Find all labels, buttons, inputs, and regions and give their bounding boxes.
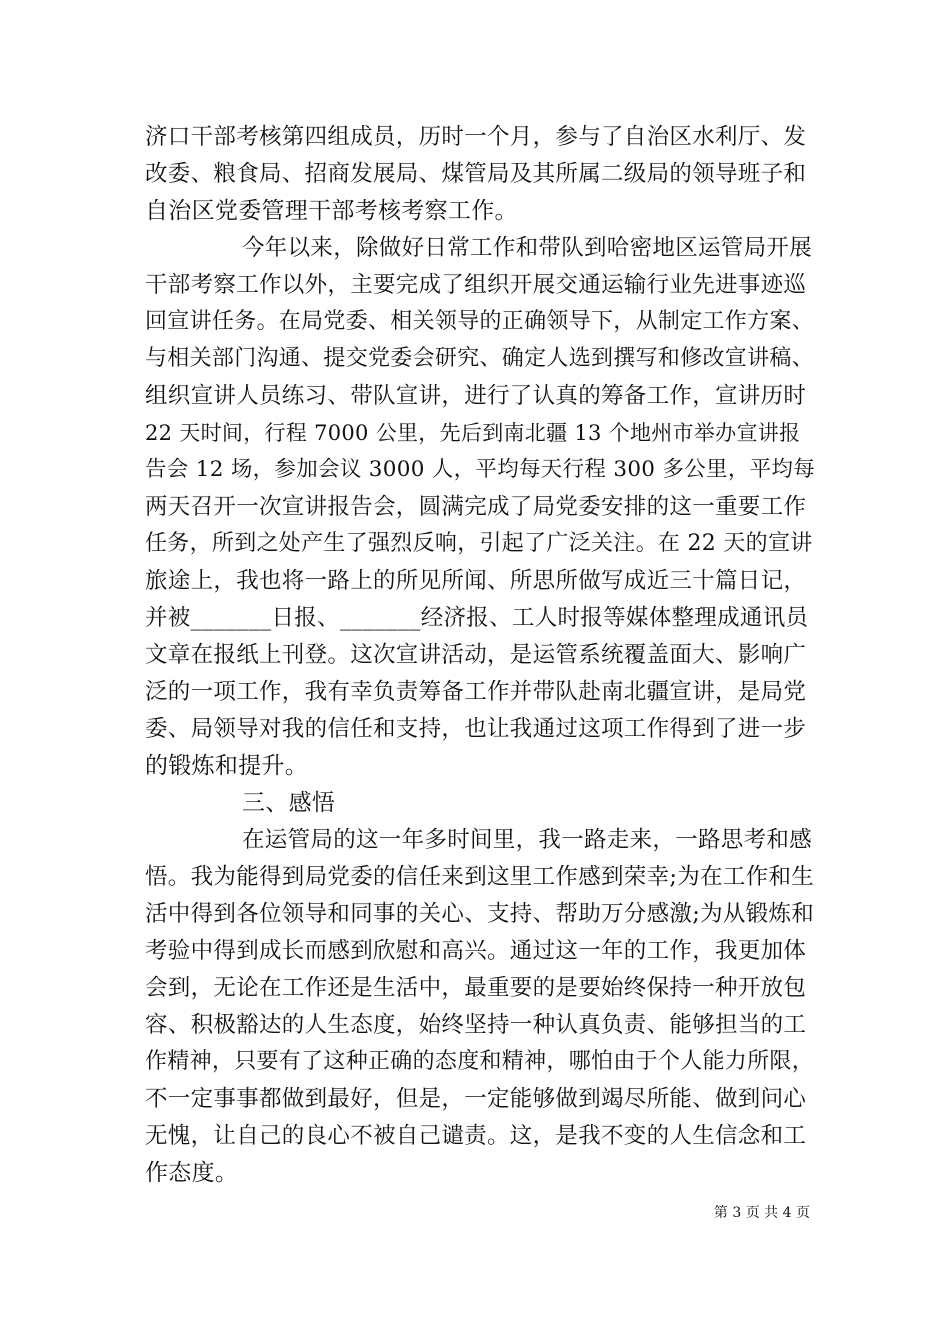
body-text-line: 作精神，只要有了这种正确的态度和精神，哪怕由于个人能力所限， bbox=[145, 1049, 815, 1074]
section-heading: 三、感悟 bbox=[242, 790, 336, 816]
body-text-line: 作态度。 bbox=[145, 1160, 239, 1186]
body-text-line: 22 天时间，行程 7000 公里，先后到南北疆 13 个地州市举办宣讲报 bbox=[145, 421, 801, 445]
body-text-line: 自治区党委管理干部考核考察工作。 bbox=[145, 198, 518, 224]
body-text-line: 无愧，让自己的良心不被自己谴责。这，是我不变的人生信念和工 bbox=[145, 1123, 807, 1149]
body-text-line: 任务，所到之处产生了强烈反响，引起了广泛关注。在 22 天的宣讲 bbox=[145, 531, 813, 556]
paragraph-first-line: 在运管局的这一年多时间里，我一路走来，一路思考和感 bbox=[242, 827, 813, 853]
paragraph-first-line: 今年以来，除做好日常工作和带队到哈密地区运管局开展 bbox=[242, 235, 813, 261]
body-text-line: 干部考察工作以外，主要完成了组织开展交通运输行业先进事迹巡 bbox=[145, 272, 807, 298]
body-text-line: 组织宣讲人员练习、带队宣讲，进行了认真的筹备工作，宣讲历时 bbox=[145, 383, 807, 409]
page-number-footer: 第 3 页 共 4 页 bbox=[713, 1205, 810, 1221]
body-text-line: 告会 12 场，参加会议 3000 人，平均每天行程 300 多公里，平均每 bbox=[145, 457, 816, 482]
body-text-line: 委、局领导对我的信任和支持，也让我通过这项工作得到了进一步 bbox=[145, 716, 807, 742]
body-text-line: 不一定事事都做到最好，但是，一定能够做到竭尽所能、做到问心 bbox=[145, 1086, 807, 1112]
body-text-line: 活中得到各位领导和同事的关心、支持、帮助万分感激;为从锻炼和 bbox=[145, 901, 815, 927]
body-text-line: 济口干部考核第四组成员，历时一个月，参与了自治区水利厅、发 bbox=[145, 124, 807, 150]
body-text-line: 悟。我为能得到局党委的信任来到这里工作感到荣幸;为在工作和生 bbox=[145, 864, 815, 890]
body-text-line: 的锻炼和提升。 bbox=[145, 753, 309, 779]
body-text-line: 考验中得到成长而感到欣慰和高兴。通过这一年的工作，我更加体 bbox=[145, 938, 807, 964]
body-text-line: 两天召开一次宣讲报告会，圆满完成了局党委安排的这一重要工作 bbox=[145, 494, 807, 520]
body-text-line: 泛的一项工作，我有幸负责筹备工作并带队赴南北疆宣讲，是局党 bbox=[145, 679, 807, 705]
body-text-line: 文章在报纸上刊登。这次宣讲活动，是运管系统覆盖面大、影响广 bbox=[145, 642, 807, 668]
body-text-line: 改委、粮食局、招商发展局、煤管局及其所属二级局的领导班子和 bbox=[145, 161, 807, 187]
body-text-line: 与相关部门沟通、提交党委会研究、确定人选到撰写和修改宣讲稿、 bbox=[145, 346, 815, 371]
body-text-line: 旅途上，我也将一路上的所见所闻、所思所做写成近三十篇日记， bbox=[145, 568, 807, 594]
body-text-line: 容、积极豁达的人生态度，始终坚持一种认真负责、能够担当的工 bbox=[145, 1012, 807, 1038]
body-text-line: 会到，无论在工作还是生活中，最重要的是要始终保持一种开放包 bbox=[145, 975, 807, 1001]
body-text-line: 并被_______日报、_______经济报、工人时报等媒体整理成通讯员 bbox=[145, 605, 809, 631]
body-text-line: 回宣讲任务。在局党委、相关领导的正确领导下，从制定工作方案、 bbox=[145, 309, 815, 334]
